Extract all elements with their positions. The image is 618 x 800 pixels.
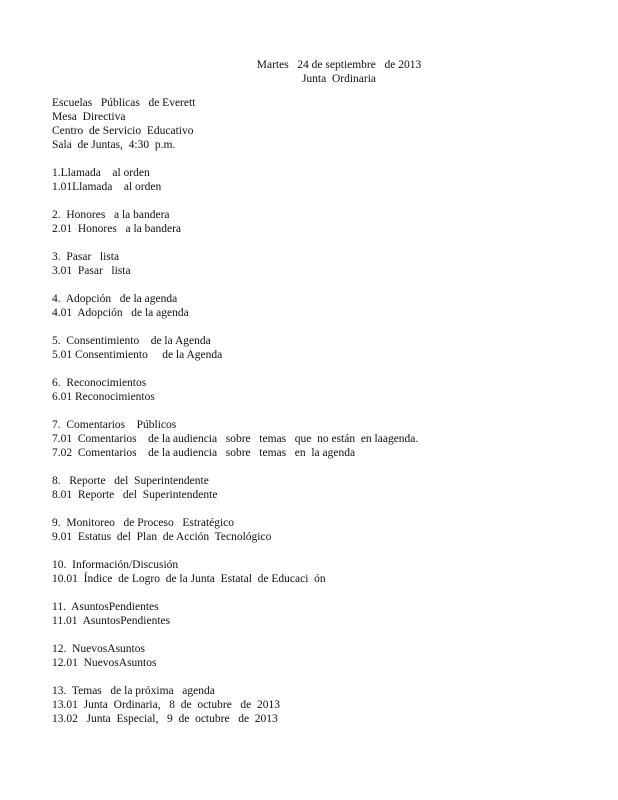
agenda-item: 10.01 Índice de Logro de la Junta Estatal de Educaci ón [52, 573, 326, 585]
organization-block [52, 96, 592, 152]
agenda-content [52, 96, 592, 740]
agenda-item: 7.01 Comentarios de la audiencia sobre temas que no están en laagenda. [52, 433, 419, 445]
agenda-item: 3.01 Pasar lista [52, 265, 131, 277]
agenda-item: 5.01 Consentimiento de la Agenda [52, 349, 223, 361]
meeting-type: Junta Ordinaria [301, 73, 377, 85]
agenda-section-title: 3. Pasar lista [52, 251, 120, 263]
agenda-header [0, 58, 618, 86]
agenda-section [52, 334, 592, 362]
agenda-section [52, 474, 592, 502]
agenda-section-title: 12. NuevosAsuntos [52, 643, 145, 655]
agenda-section-title: 9. Monitoreo de Proceso Estratégico [52, 517, 235, 529]
agenda-item: 12.01 NuevosAsuntos [52, 657, 157, 669]
agenda-section [52, 208, 592, 236]
agenda-section [52, 166, 592, 194]
agenda-section [52, 600, 592, 628]
agenda-section-title: 11. AsuntosPendientes [52, 601, 159, 613]
agenda-section-title: 5. Consentimiento de la Agenda [52, 335, 211, 347]
agenda-section [52, 558, 592, 586]
agenda-section [52, 684, 592, 726]
meeting-date: Martes 24 de septiembre de 2013 [256, 59, 422, 71]
district-name: Escuelas Públicas de Everett [52, 97, 196, 109]
agenda-section [52, 418, 592, 460]
agenda-section [52, 250, 592, 278]
agenda-item: 13.02 Junta Especial, 9 de octubre de 2013 [52, 713, 278, 725]
agenda-item: 6.01 Reconocimientos [52, 391, 155, 403]
agenda-item: 8.01 Reporte del Superintendente [52, 489, 218, 501]
agenda-item: 9.01 Estatus del Plan de Acción Tecnológico [52, 531, 272, 543]
agenda-section [52, 376, 592, 404]
agenda-section-title: 7. Comentarios Públicos [52, 419, 177, 431]
center-name: Centro de Servicio Educativo [52, 125, 194, 137]
agenda-section [52, 292, 592, 320]
meeting-room-time: Sala de Juntas, 4:30 p.m. [52, 139, 176, 151]
agenda-section-title: 6. Reconocimientos [52, 377, 147, 389]
agenda-item: 13.01 Junta Ordinaria, 8 de octubre de 2013 [52, 699, 281, 711]
agenda-section [52, 516, 592, 544]
agenda-list [52, 166, 592, 726]
agenda-section [52, 642, 592, 670]
agenda-section-title: 2. Honores a la bandera [52, 209, 170, 221]
agenda-item: 11.01 AsuntosPendientes [52, 615, 171, 627]
agenda-item: 7.02 Comentarios de la audiencia sobre temas en la agenda [52, 447, 356, 459]
agenda-item: 2.01 Honores a la bandera [52, 223, 182, 235]
agenda-section-title: 4. Adopción de la agenda [52, 293, 178, 305]
agenda-section-title: 10. Información/Discusión [52, 559, 179, 571]
board-name: Mesa Directiva [52, 111, 126, 123]
agenda-section-title: 13. Temas de la próxima agenda [52, 685, 215, 697]
agenda-section-title: 1.Llamada al orden [52, 167, 150, 179]
agenda-section-title: 8. Reporte del Superintendente [52, 475, 209, 487]
agenda-item: 4.01 Adopción de la agenda [52, 307, 189, 319]
agenda-item: 1.01Llamada al orden [52, 181, 162, 193]
